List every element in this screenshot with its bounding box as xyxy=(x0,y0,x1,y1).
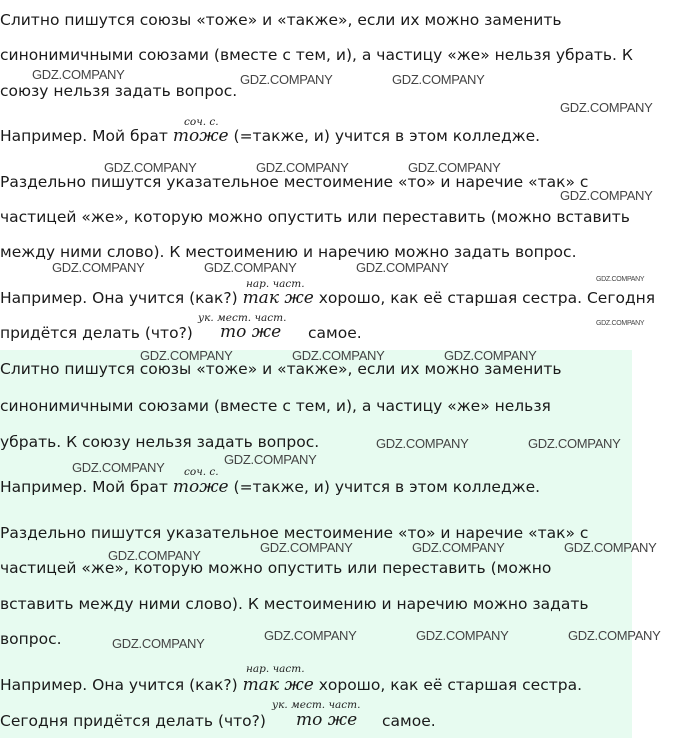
example-line xyxy=(0,288,655,308)
text-line: вопрос. xyxy=(0,630,62,648)
watermark: GDZ.COMPANY xyxy=(596,320,645,327)
watermark: GDZ.COMPANY xyxy=(104,160,197,175)
example-text: хорошо, как её старшая сестра. Сегодня xyxy=(313,289,656,307)
watermark: GDZ.COMPANY xyxy=(416,628,509,643)
text-line: убрать. К союзу нельзя задать вопрос. xyxy=(0,433,320,451)
watermark: GDZ.COMPANY xyxy=(32,67,125,82)
watermark: GDZ.COMPANY xyxy=(256,160,349,175)
example-word: тоже xyxy=(172,477,229,497)
example-line xyxy=(0,675,582,695)
text-line: Слитно пишутся союзы «тоже» и «также», если их можно заменить xyxy=(0,360,562,378)
text-line: между ними слово). К местоимению и наречию можно задать вопрос. xyxy=(0,243,577,261)
watermark: GDZ.COMPANY xyxy=(260,540,353,555)
example-word: так же xyxy=(242,675,314,695)
watermark: GDZ.COMPANY xyxy=(204,260,297,275)
example-word: то же xyxy=(220,322,282,342)
watermark: GDZ.COMPANY xyxy=(392,72,485,87)
watermark: GDZ.COMPANY xyxy=(408,160,501,175)
example-text: (=также, и) учится в этом колледже. xyxy=(228,127,541,145)
text-line: Раздельно пишутся указательное местоимение «то» и наречие «так» с xyxy=(0,524,589,542)
example-text: Например. Мой брат xyxy=(0,478,173,496)
watermark: GDZ.COMPANY xyxy=(560,100,653,115)
text-line: союзу нельзя задать вопрос. xyxy=(0,82,238,100)
watermark: GDZ.COMPANY xyxy=(108,548,201,563)
example-text: (=также, и) учится в этом колледже. xyxy=(228,478,541,496)
watermark: GDZ.COMPANY xyxy=(292,348,385,363)
grammar-annotation: ук. мест. част. xyxy=(272,699,361,711)
text-line: придётся делать (что?) xyxy=(0,324,193,342)
watermark: GDZ.COMPANY xyxy=(596,276,645,283)
grammar-annotation: ук. мест. част. xyxy=(198,312,287,324)
text-line: синонимичными союзами (вместе с тем, и), а частицу «же» нельзя убрать. К xyxy=(0,46,633,64)
example-text: Например. Она учится (как?) xyxy=(0,289,243,307)
example-word: то же xyxy=(296,710,358,730)
watermark: GDZ.COMPANY xyxy=(444,348,537,363)
watermark: GDZ.COMPANY xyxy=(52,260,145,275)
text-line: Раздельно пишутся указательное местоимение «то» и наречие «так» с xyxy=(0,173,589,191)
watermark: GDZ.COMPANY xyxy=(564,540,657,555)
grammar-annotation: соч. с. xyxy=(184,116,219,128)
example-text: Например. Она учится (как?) xyxy=(0,676,243,694)
example-word: тоже xyxy=(172,126,229,146)
example-word: так же xyxy=(242,288,314,308)
watermark: GDZ.COMPANY xyxy=(72,460,165,475)
grammar-annotation: соч. с. xyxy=(184,466,219,478)
text-line: частицей «же», которую можно опустить или переставить (можно вставить xyxy=(0,208,630,226)
watermark: GDZ.COMPANY xyxy=(560,188,653,203)
watermark: GDZ.COMPANY xyxy=(376,436,469,451)
grammar-annotation: нар. част. xyxy=(246,663,305,675)
watermark: GDZ.COMPANY xyxy=(264,628,357,643)
watermark: GDZ.COMPANY xyxy=(568,628,661,643)
watermark: GDZ.COMPANY xyxy=(224,452,317,467)
watermark: GDZ.COMPANY xyxy=(412,540,505,555)
watermark: GDZ.COMPANY xyxy=(528,436,621,451)
example-line xyxy=(0,477,540,497)
text-line: Сегодня придётся делать (что?) xyxy=(0,712,266,730)
watermark: GDZ.COMPANY xyxy=(356,260,449,275)
text-line: самое. xyxy=(382,712,436,730)
text-line: самое. xyxy=(308,324,362,342)
text-line: синонимичными союзами (вместе с тем, и), а частицу «же» нельзя xyxy=(0,397,551,415)
watermark: GDZ.COMPANY xyxy=(112,636,205,651)
text-line: вставить между ними слово). К местоимению и наречию можно задать xyxy=(0,595,589,613)
grammar-annotation: нар. част. xyxy=(246,278,305,290)
example-text: Например. Мой брат xyxy=(0,127,173,145)
watermark: GDZ.COMPANY xyxy=(140,348,233,363)
example-line xyxy=(0,126,540,146)
example-text: хорошо, как её старшая сестра. xyxy=(313,676,583,694)
text-line: Слитно пишутся союзы «тоже» и «также», если их можно заменить xyxy=(0,11,562,29)
watermark: GDZ.COMPANY xyxy=(240,72,333,87)
text-line: частицей «же», которую можно опустить или переставить (можно xyxy=(0,559,552,577)
